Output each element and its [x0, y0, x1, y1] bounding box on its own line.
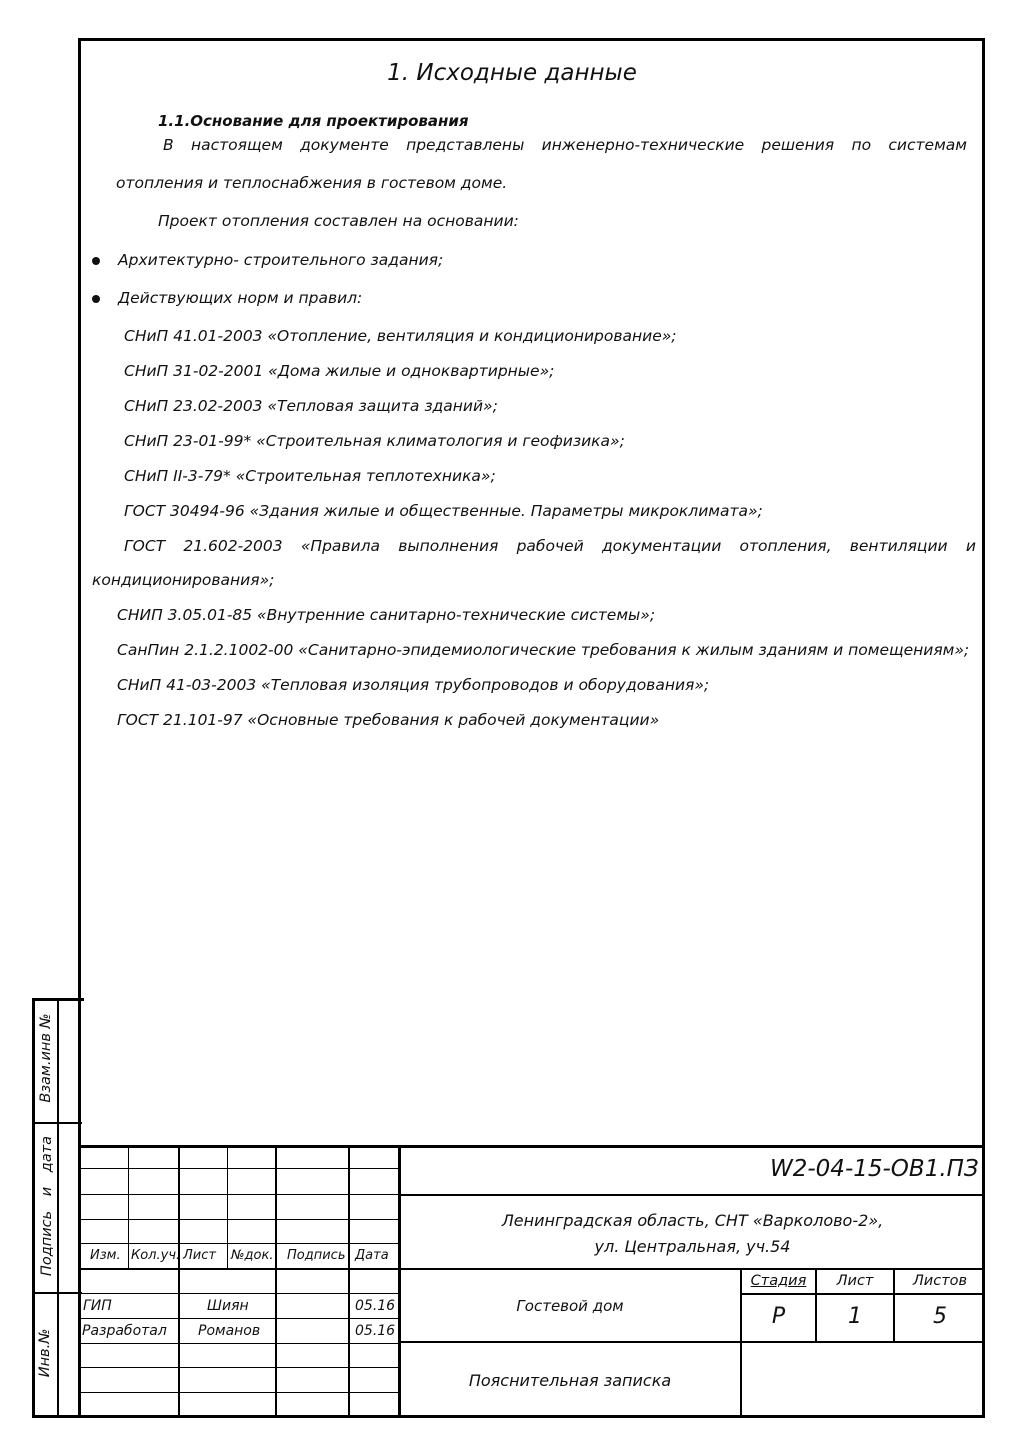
- intro-line-1: [163, 136, 967, 154]
- norm-item: СНиП 41.01-2003 «Отопление, вентиляция и кондиционирование»;: [124, 327, 677, 345]
- norm-item: СНиП II-3-79* «Строительная теплотехника»;: [124, 467, 496, 485]
- gost-21602-line: [124, 537, 976, 555]
- side-inv-label: Инв.№: [37, 1328, 53, 1378]
- gost-word: «Правила: [300, 537, 381, 555]
- gost-word: вентиляции: [849, 537, 948, 555]
- col-header-data: Дата: [355, 1248, 389, 1263]
- page-heading: 1. Исходные данные: [387, 60, 637, 86]
- bullet-item: Архитектурно- строительного задания;: [118, 251, 444, 269]
- col-header-kolvo: Кол.уч.: [131, 1248, 181, 1263]
- basis-line: Проект отопления составлен на основании:: [158, 212, 519, 230]
- col-header-podpis: Подпись: [287, 1248, 346, 1263]
- side-signature-label: Подпись и дата: [39, 1135, 55, 1277]
- bullet-item: Действующих норм и правил:: [118, 289, 363, 307]
- intro-word: по: [851, 136, 872, 154]
- gost-21602-continuation: кондиционирования»;: [92, 571, 275, 589]
- col-header-list: Лист: [183, 1248, 216, 1263]
- intro-word: решения: [761, 136, 835, 154]
- intro-word: документе: [300, 136, 389, 154]
- intro-word: инженерно-технические: [541, 136, 745, 154]
- address-line-1: Ленинградская область, СНТ «Варколово-2»,: [501, 1211, 884, 1230]
- role-gip: ГИП: [83, 1298, 112, 1314]
- stage-label: Стадия: [750, 1273, 807, 1289]
- sheet-label: Лист: [836, 1273, 874, 1289]
- norm-item: СНИП 3.05.01-85 «Внутренние санитарно-технические системы»;: [117, 606, 656, 624]
- sheets-label: Листов: [912, 1273, 968, 1289]
- stage-value: Р: [771, 1304, 786, 1329]
- intro-word: настоящем: [190, 136, 283, 154]
- role-developer: Разработал: [82, 1323, 167, 1339]
- document-code: W2-04-15-ОВ1.ПЗ: [770, 1156, 979, 1182]
- sheet-value: 1: [848, 1304, 862, 1329]
- col-header-doc: №док.: [231, 1248, 274, 1263]
- object-name: Гостевой дом: [516, 1297, 624, 1315]
- sheets-value: 5: [933, 1304, 947, 1329]
- section-subheading: 1.1.Основание для проектирования: [158, 112, 469, 130]
- norm-item: СНиП 23.02-2003 «Тепловая защита зданий»;: [124, 397, 498, 415]
- name-gip: Шиян: [207, 1298, 249, 1314]
- gost-word: ГОСТ: [124, 537, 166, 555]
- side-vzam-label: Взам.инв №: [38, 1013, 54, 1103]
- gost-word: 21.602-2003: [183, 537, 283, 555]
- gost-word: и: [965, 537, 976, 555]
- gost-word: документации: [601, 537, 722, 555]
- intro-line-2: отопления и теплоснабжения в гостевом доме.: [116, 174, 508, 192]
- col-header-izm: Изм.: [90, 1248, 121, 1263]
- intro-word: В: [163, 136, 174, 154]
- document-title: Пояснительная записка: [468, 1371, 672, 1390]
- address-line-2: ул. Центральная, уч.54: [594, 1237, 791, 1256]
- norm-item: ГОСТ 21.101-97 «Основные требования к рабочей документации»: [117, 711, 660, 729]
- date-developer: 05.16: [355, 1323, 396, 1339]
- date-gip: 05.16: [355, 1298, 396, 1314]
- bullet-dot: [92, 257, 100, 265]
- gost-word: отопления,: [739, 537, 832, 555]
- name-developer: Романов: [198, 1323, 261, 1339]
- intro-word: системам: [888, 136, 967, 154]
- norm-item: ГОСТ 30494-96 «Здания жилые и общественные. Параметры микроклимата»;: [124, 502, 763, 520]
- norm-item: СНиП 41-03-2003 «Тепловая изоляция трубопроводов и оборудования»;: [117, 676, 710, 694]
- intro-word: представлены: [406, 136, 525, 154]
- norm-item: СНиП 31-02-2001 «Дома жилые и одноквартирные»;: [124, 362, 555, 380]
- gost-word: выполнения: [398, 537, 499, 555]
- bullet-dot: [92, 295, 100, 303]
- norm-item: СНиП 23-01-99* «Строительная климатология и геофизика»;: [124, 432, 625, 450]
- norm-item: СанПин 2.1.2.1002-00 «Санитарно-эпидемиологические требования к жилым зданиям и помещениям»;: [117, 641, 970, 659]
- gost-word: рабочей: [516, 537, 584, 555]
